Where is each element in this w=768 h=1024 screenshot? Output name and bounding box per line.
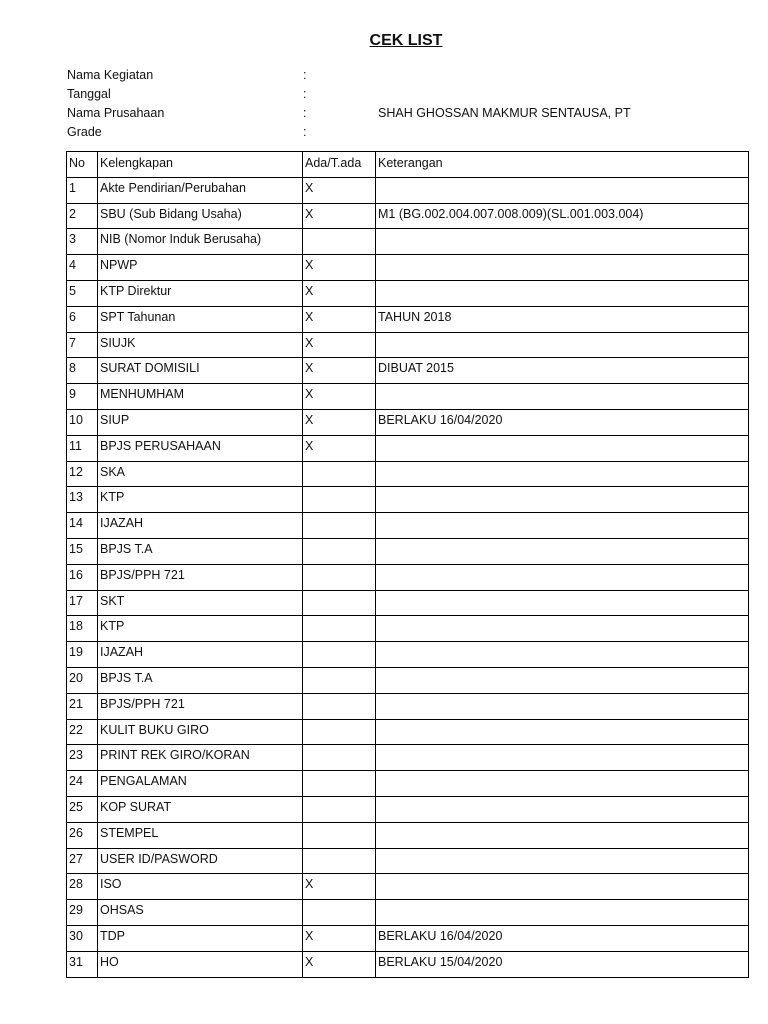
row-keterangan: TAHUN 2018 (376, 306, 749, 332)
row-keterangan (376, 384, 749, 410)
row-keterangan (376, 177, 749, 203)
table-row (67, 358, 749, 384)
row-ada-mark: X (303, 874, 376, 900)
table-row (67, 848, 749, 874)
row-item: KTP (98, 616, 303, 642)
page-title: CEK LIST (369, 32, 443, 49)
row-number: 19 (67, 642, 98, 668)
row-ada-mark (303, 900, 376, 926)
row-number: 8 (67, 358, 98, 384)
row-ada-mark (303, 229, 376, 255)
row-number: 15 (67, 538, 98, 564)
row-item: BPJS/PPH 721 (98, 564, 303, 590)
row-ada-mark (303, 590, 376, 616)
row-keterangan (376, 693, 749, 719)
header-kelengkapan: Kelengkapan (98, 152, 303, 178)
meta-row-nama-perusahaan (67, 104, 707, 123)
table-row (67, 796, 749, 822)
row-number: 2 (67, 203, 98, 229)
table-row (67, 229, 749, 255)
table-row (67, 203, 749, 229)
row-item: USER ID/PASWORD (98, 848, 303, 874)
table-header-row (67, 152, 749, 178)
row-ada-mark (303, 848, 376, 874)
row-ada-mark: X (303, 203, 376, 229)
row-item: BPJS T.A (98, 538, 303, 564)
row-ada-mark (303, 564, 376, 590)
meta-colon: : (303, 106, 307, 120)
row-keterangan (376, 590, 749, 616)
row-keterangan (376, 796, 749, 822)
table-row (67, 822, 749, 848)
row-ada-mark (303, 487, 376, 513)
row-keterangan (376, 719, 749, 745)
row-keterangan: BERLAKU 16/04/2020 (376, 925, 749, 951)
row-number: 30 (67, 925, 98, 951)
row-ada-mark (303, 771, 376, 797)
row-number: 18 (67, 616, 98, 642)
row-item: HO (98, 951, 303, 977)
row-ada-mark (303, 822, 376, 848)
meta-row-grade (67, 123, 707, 142)
row-number: 5 (67, 280, 98, 306)
row-item: KTP Direktur (98, 280, 303, 306)
row-number: 21 (67, 693, 98, 719)
row-number: 14 (67, 513, 98, 539)
row-keterangan (376, 848, 749, 874)
row-number: 16 (67, 564, 98, 590)
row-ada-mark: X (303, 280, 376, 306)
row-number: 24 (67, 771, 98, 797)
row-item: BPJS/PPH 721 (98, 693, 303, 719)
meta-label: Tanggal (67, 87, 111, 101)
row-number: 17 (67, 590, 98, 616)
table-row (67, 616, 749, 642)
row-keterangan (376, 461, 749, 487)
table-row (67, 874, 749, 900)
row-keterangan: BERLAKU 15/04/2020 (376, 951, 749, 977)
row-item: ISO (98, 874, 303, 900)
table-row (67, 487, 749, 513)
table-row (67, 384, 749, 410)
row-item: BPJS T.A (98, 667, 303, 693)
row-keterangan (376, 280, 749, 306)
row-keterangan (376, 564, 749, 590)
table-row (67, 771, 749, 797)
document-meta (67, 66, 707, 142)
row-keterangan (376, 667, 749, 693)
row-number: 23 (67, 745, 98, 771)
table-row (67, 435, 749, 461)
row-item: SIUJK (98, 332, 303, 358)
table-row (67, 461, 749, 487)
row-number: 31 (67, 951, 98, 977)
row-number: 27 (67, 848, 98, 874)
row-ada-mark: X (303, 358, 376, 384)
row-ada-mark (303, 513, 376, 539)
meta-label: Grade (67, 125, 102, 139)
row-number: 22 (67, 719, 98, 745)
row-item: SPT Tahunan (98, 306, 303, 332)
row-keterangan (376, 874, 749, 900)
row-ada-mark: X (303, 384, 376, 410)
row-item: MENHUMHAM (98, 384, 303, 410)
table-row (67, 719, 749, 745)
table-row (67, 745, 749, 771)
header-no: No (67, 152, 98, 178)
row-keterangan (376, 822, 749, 848)
row-ada-mark: X (303, 925, 376, 951)
row-ada-mark (303, 538, 376, 564)
row-keterangan (376, 745, 749, 771)
row-number: 6 (67, 306, 98, 332)
row-number: 11 (67, 435, 98, 461)
row-item: KOP SURAT (98, 796, 303, 822)
row-ada-mark (303, 693, 376, 719)
row-item: PRINT REK GIRO/KORAN (98, 745, 303, 771)
row-number: 9 (67, 384, 98, 410)
row-ada-mark: X (303, 951, 376, 977)
row-ada-mark (303, 461, 376, 487)
table-row (67, 693, 749, 719)
row-ada-mark (303, 616, 376, 642)
row-item: OHSAS (98, 900, 303, 926)
row-keterangan (376, 487, 749, 513)
meta-label: Nama Prusahaan (67, 106, 165, 120)
row-keterangan (376, 900, 749, 926)
row-ada-mark: X (303, 435, 376, 461)
row-item: STEMPEL (98, 822, 303, 848)
row-item: TDP (98, 925, 303, 951)
row-keterangan (376, 255, 749, 281)
row-ada-mark: X (303, 332, 376, 358)
row-ada-mark (303, 796, 376, 822)
row-number: 1 (67, 177, 98, 203)
row-number: 4 (67, 255, 98, 281)
meta-colon: : (303, 125, 307, 139)
table-row (67, 513, 749, 539)
row-item: Akte Pendirian/Perubahan (98, 177, 303, 203)
row-number: 25 (67, 796, 98, 822)
meta-row-nama-kegiatan (67, 66, 707, 85)
row-ada-mark (303, 667, 376, 693)
row-ada-mark (303, 745, 376, 771)
company-name: SHAH GHOSSAN MAKMUR SENTAUSA, PT (378, 106, 631, 120)
row-keterangan (376, 642, 749, 668)
meta-label: Nama Kegiatan (67, 68, 154, 82)
table-row (67, 177, 749, 203)
row-keterangan (376, 229, 749, 255)
table-row (67, 280, 749, 306)
table-row (67, 306, 749, 332)
table-row (67, 925, 749, 951)
row-ada-mark: X (303, 409, 376, 435)
row-number: 13 (67, 487, 98, 513)
row-keterangan: DIBUAT 2015 (376, 358, 749, 384)
row-item: PENGALAMAN (98, 771, 303, 797)
row-ada-mark (303, 642, 376, 668)
checklist-table (66, 151, 749, 978)
row-keterangan (376, 513, 749, 539)
row-ada-mark: X (303, 177, 376, 203)
row-number: 7 (67, 332, 98, 358)
row-keterangan (376, 538, 749, 564)
row-item: SKT (98, 590, 303, 616)
row-item: NPWP (98, 255, 303, 281)
row-number: 26 (67, 822, 98, 848)
table-row (67, 332, 749, 358)
row-item: IJAZAH (98, 513, 303, 539)
row-item: KTP (98, 487, 303, 513)
table-row (67, 590, 749, 616)
row-item: SIUP (98, 409, 303, 435)
row-keterangan: M1 (BG.002.004.007.008.009)(SL.001.003.004) (376, 203, 749, 229)
meta-colon: : (303, 68, 307, 82)
row-item: KULIT BUKU GIRO (98, 719, 303, 745)
row-number: 10 (67, 409, 98, 435)
row-item: IJAZAH (98, 642, 303, 668)
row-number: 12 (67, 461, 98, 487)
row-ada-mark (303, 719, 376, 745)
header-ada: Ada/T.ada (303, 152, 376, 178)
row-keterangan: BERLAKU 16/04/2020 (376, 409, 749, 435)
row-number: 29 (67, 900, 98, 926)
row-ada-mark: X (303, 255, 376, 281)
table-row (67, 900, 749, 926)
row-keterangan (376, 435, 749, 461)
row-item: SURAT DOMISILI (98, 358, 303, 384)
row-item: BPJS PERUSAHAAN (98, 435, 303, 461)
row-ada-mark: X (303, 306, 376, 332)
table-row (67, 951, 749, 977)
header-keterangan: Keterangan (376, 152, 749, 178)
row-keterangan (376, 616, 749, 642)
row-item: SBU (Sub Bidang Usaha) (98, 203, 303, 229)
table-row (67, 642, 749, 668)
meta-colon: : (303, 87, 307, 101)
row-keterangan (376, 332, 749, 358)
row-number: 20 (67, 667, 98, 693)
table-row (67, 667, 749, 693)
table-row (67, 255, 749, 281)
table-row (67, 409, 749, 435)
table-row (67, 564, 749, 590)
row-item: SKA (98, 461, 303, 487)
row-number: 28 (67, 874, 98, 900)
row-keterangan (376, 771, 749, 797)
meta-row-tanggal (67, 85, 707, 104)
row-item: NIB (Nomor Induk Berusaha) (98, 229, 303, 255)
table-row (67, 538, 749, 564)
row-number: 3 (67, 229, 98, 255)
